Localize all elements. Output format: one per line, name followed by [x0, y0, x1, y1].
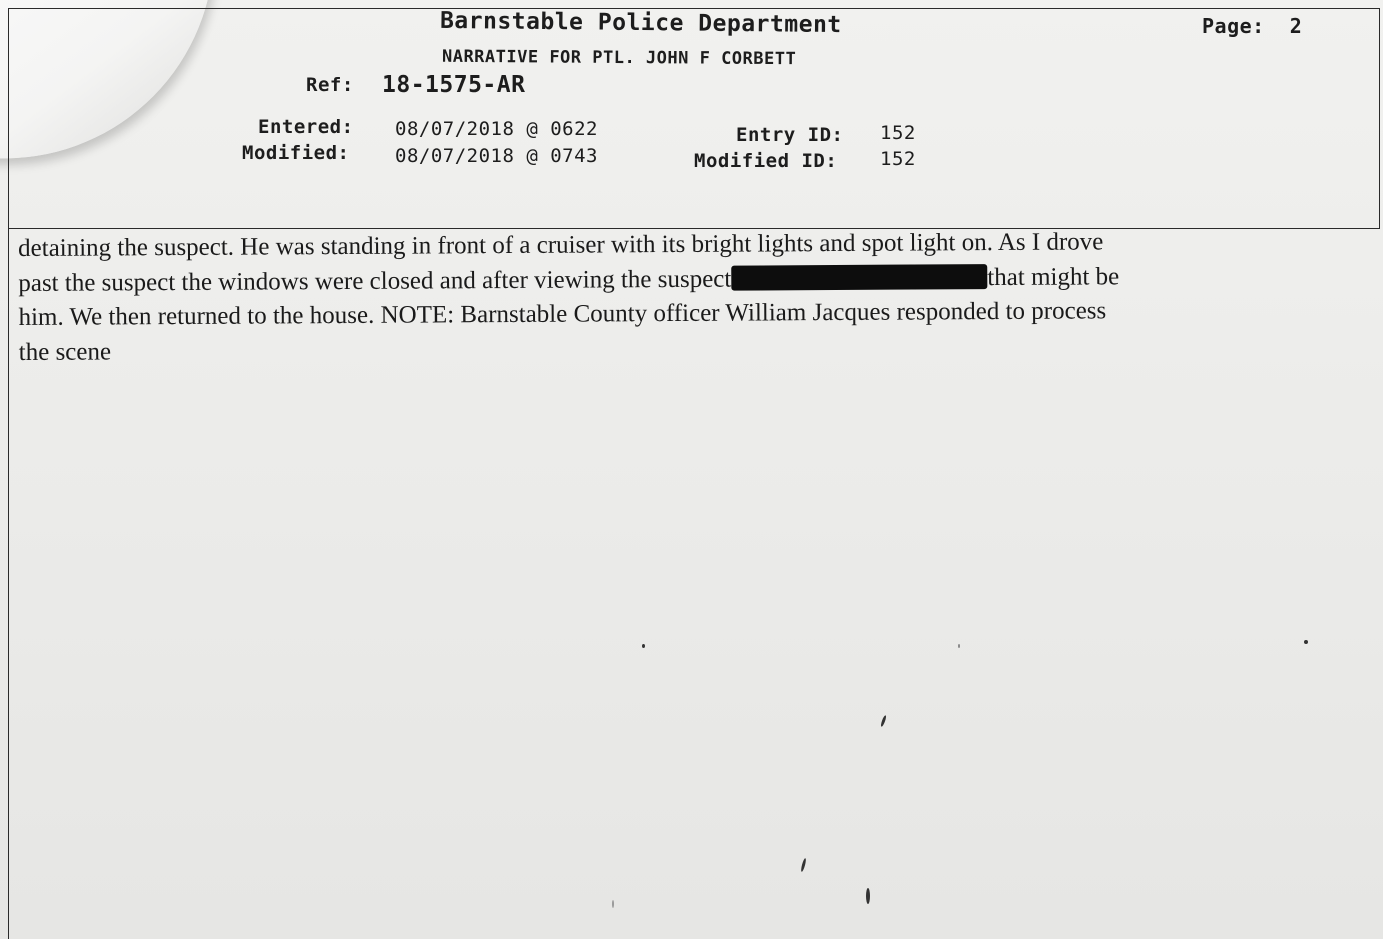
paper-speck — [612, 900, 614, 908]
body-left-border — [8, 228, 9, 939]
ref-number: 18-1575-AR — [382, 72, 526, 98]
narrative-line: him. We then returned to the house. NOTE: Barnstable County officer William Jacques responded to process — [18, 297, 1107, 331]
department-title: Barnstable Police Department — [439, 7, 842, 39]
entry-id-label: Entry ID: — [736, 124, 844, 146]
modified-label: Modified: — [242, 142, 350, 164]
ref-label: Ref: — [306, 74, 354, 96]
narrative-line-end: that might be — [987, 262, 1120, 291]
narrative-officer: NARRATIVE FOR PTL. JOHN F CORBETT — [441, 46, 797, 70]
paper-speck — [880, 715, 887, 727]
narrative-line-start: past the suspect the windows were closed and after viewing the suspect — [18, 265, 732, 297]
paper-speck — [800, 858, 807, 872]
modified-id-value: 152 — [880, 148, 916, 170]
page-number: Page: 2 — [1202, 14, 1303, 38]
modified-datetime: 08/07/2018 @ 0743 — [395, 145, 598, 167]
paper-speck — [866, 888, 870, 904]
entered-datetime: 08/07/2018 @ 0622 — [395, 118, 598, 140]
narrative-line: the scene — [18, 337, 112, 366]
paper-speck — [1304, 640, 1308, 644]
paper-speck — [642, 644, 645, 648]
report-header-box — [8, 8, 1380, 228]
redaction-block — [731, 264, 987, 291]
paper-speck — [958, 644, 960, 648]
entry-id-value: 152 — [880, 122, 916, 144]
entered-label: Entered: — [258, 116, 354, 138]
modified-id-label: Modified ID: — [694, 150, 838, 172]
narrative-text — [18, 224, 1319, 370]
narrative-line: detaining the suspect. He was standing in front of a cruiser with its bright lights and spot light on. As I drove — [18, 228, 1104, 262]
